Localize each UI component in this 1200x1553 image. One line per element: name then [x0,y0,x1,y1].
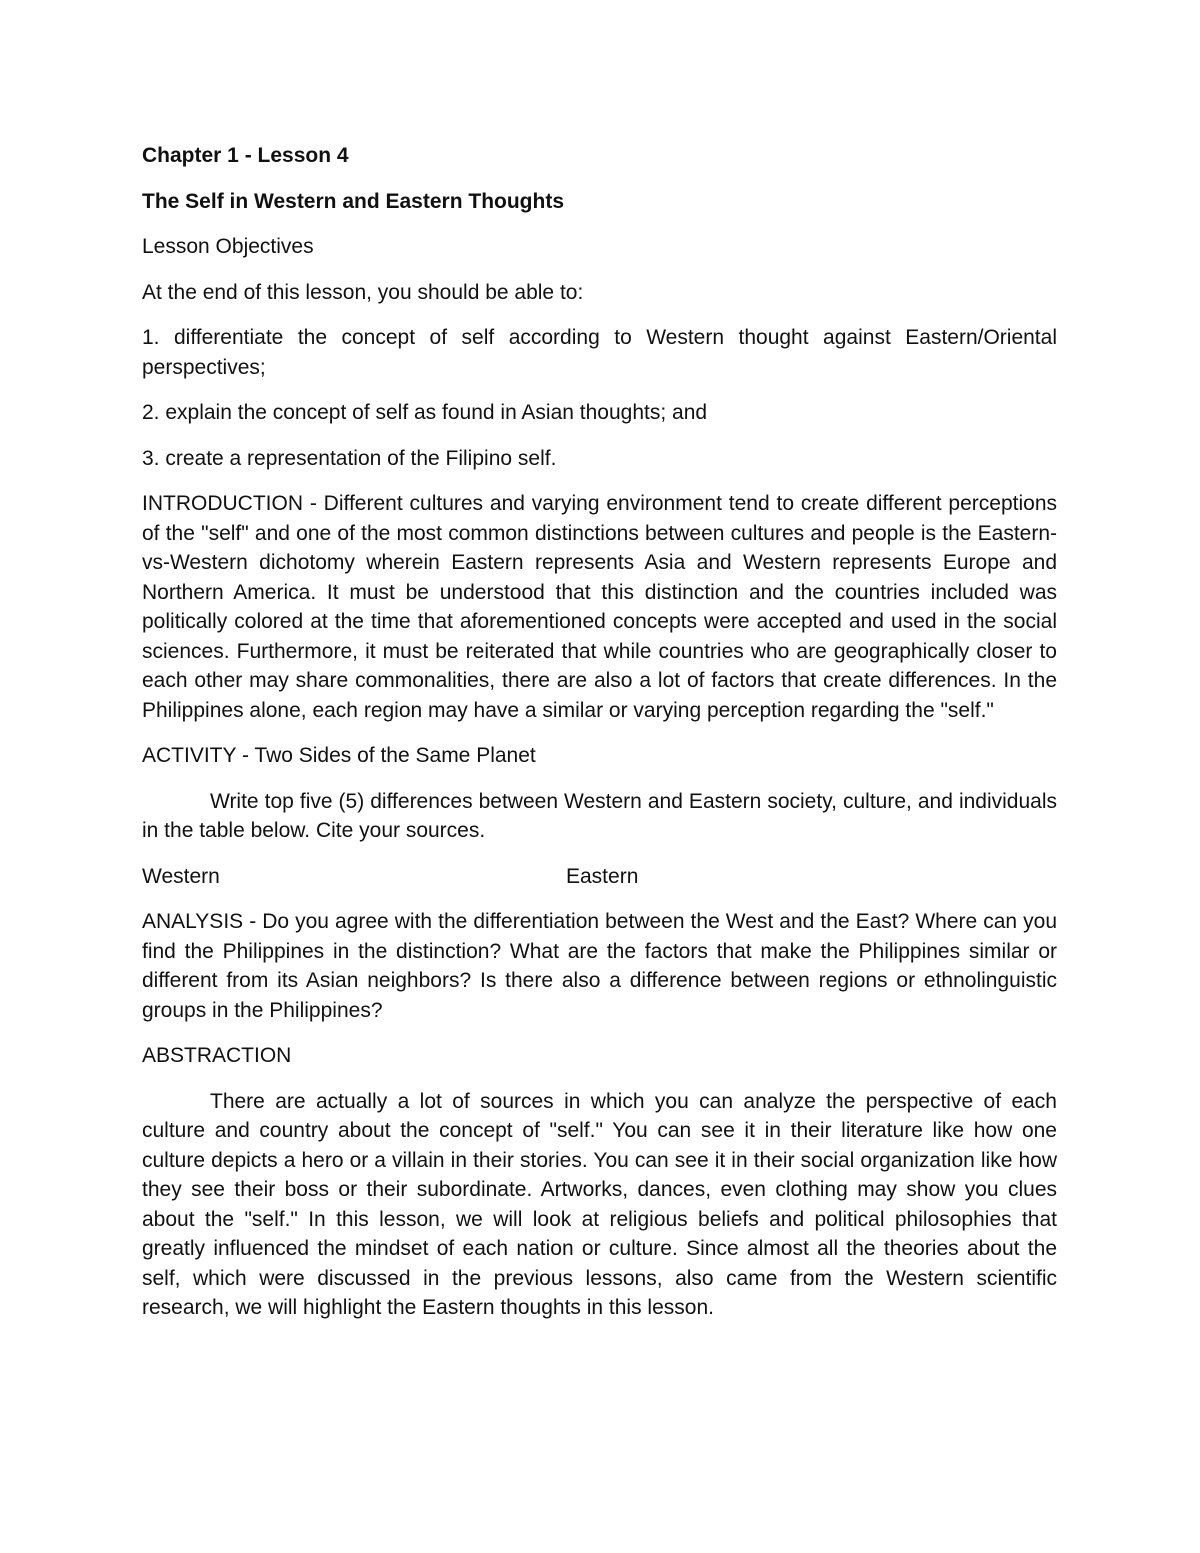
document-page [142,141,1057,1339]
objectives-intro: At the end of this lesson, you should be able to: [142,280,584,304]
objective-item: 3. create a representation of the Filipino self. [142,446,557,470]
analysis-paragraph: ANALYSIS - Do you agree with the differentiation between the West and the East? Where can you find the Philippines in the distinction? What are the factors that make the Philippines similar or different from its Asian neighbors? Is there also a difference between regions or ethnolinguistic groups in the Philippines? [142,910,1057,1022]
objective-item: 2. explain the concept of self as found in Asian thoughts; and [142,401,708,424]
chapter-heading: Chapter 1 - Lesson 4 [142,144,349,167]
activity-heading: ACTIVITY - Two Sides of the Same Planet [142,744,536,767]
abstraction-heading: ABSTRACTION [142,1044,292,1067]
eastern-column-header: Eastern [566,864,639,888]
lesson-title: The Self in Western and Eastern Thoughts [142,189,564,213]
western-column-header: Western [142,864,220,888]
objective-item: 1. differentiate the concept of self according to Western thought against Eastern/Oriental perspectives; [142,326,1057,379]
comparison-table-header [142,862,1057,892]
objectives-heading: Lesson Objectives [142,235,314,258]
introduction-paragraph: INTRODUCTION - Different cultures and varying environment tend to create different perceptions of the "self" and one of the most common distinctions between cultures and people is the Eastern-vs-Western dichotomy wherein Eastern represents Asia and Western represents Europe and Northern America. It must be understood that this distinction and the countries included was politically colored at the time that aforementioned concepts were accepted and used in the social sciences. Furthermore, it must be reiterated that while countries who are geographically closer to each other may share commonalities, there are also a lot of factors that create differences. In the Philippines alone, each region may have a similar or varying perception regarding the "self." [142,492,1057,722]
activity-instructions: Write top five (5) differences between Western and Eastern society, culture, and individuals in the table below. Cite your sources. [142,789,1057,842]
abstraction-paragraph: There are actually a lot of sources in which you can analyze the perspective of each culture and country about the concept of "self." You can see it in their literature like how one culture depicts a hero or a villain in their stories. You can see it in their social organization like how they see their boss or their subordinate. Artworks, dances, even clothing may show you clues about the "self." In this lesson, we will look at religious beliefs and political philosophies that greatly influenced the mindset of each nation or culture. Since almost all the theories about the self, which were discussed in the previous lessons, also came from the Western scientific research, we will highlight the Eastern thoughts in this lesson. [142,1089,1057,1319]
